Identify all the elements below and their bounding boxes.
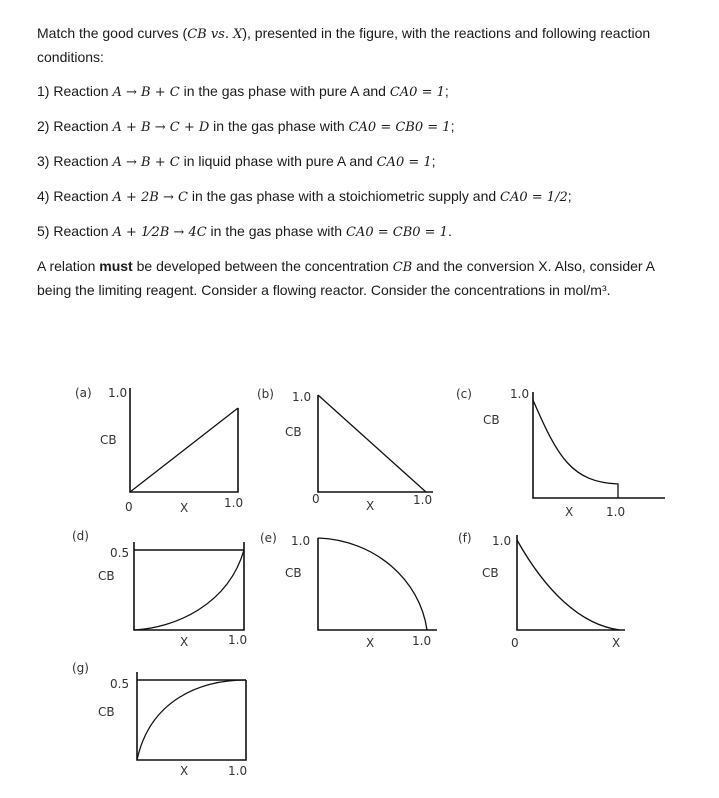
panel-g-y-tick: 0.5 (110, 677, 130, 691)
panel-g-label: (g) (72, 661, 89, 675)
panel-d-curve (134, 550, 244, 630)
panel-e-x-tick: 1.0 (412, 634, 432, 648)
panel-e-label: (e) (260, 531, 277, 545)
panel-d-x-label: X (180, 635, 189, 649)
reaction-5: 5) Reaction A + 1⁄2B → 4C in the gas phase with CA0 = CB0 = 1. (37, 223, 452, 240)
panel-g-x-label: X (180, 764, 189, 778)
panel-g-axes (137, 672, 246, 760)
panel-c (456, 387, 665, 519)
intro-math: CB vs. X (187, 27, 243, 42)
panel-a-origin: 0 (125, 500, 133, 514)
panel-d (72, 529, 247, 649)
panel-f-label: (f) (458, 531, 472, 545)
panel-a-axes (130, 388, 238, 492)
panel-e-y-label: CB (285, 566, 302, 580)
panel-b-label: (b) (257, 387, 274, 401)
panel-f-curve (517, 540, 620, 630)
panel-a-label: (a) (75, 386, 92, 400)
panel-c-y-label: CB (483, 413, 500, 427)
panel-d-label: (d) (72, 529, 89, 543)
panel-g-y-label: CB (98, 705, 115, 719)
panel-a-x-tick: 1.0 (224, 496, 244, 510)
panel-f-x-label: X (612, 636, 621, 650)
reaction-1: 1) Reaction A → B + C in the gas phase with pure A and CA0 = 1; (37, 83, 449, 100)
panel-e-axes (318, 538, 437, 630)
panel-b (257, 387, 433, 513)
instructions-note: A relation must be developed between the concentration CB and the conversion X. Also, consider A being the limiting reagent. Consider a flowing reactor. Consider the concentrations in mol/m³. (37, 258, 655, 298)
panel-b-y-label: CB (285, 425, 302, 439)
panel-g-curve (137, 680, 246, 760)
reaction-4: 4) Reaction A + 2B → C in the gas phase with a stoichiometric supply and CA0 = 1/2; (37, 188, 572, 205)
panel-c-curve (533, 400, 618, 498)
panel-a (75, 386, 243, 515)
panel-b-axes (318, 395, 433, 492)
emphasis-must: must (99, 258, 133, 274)
curves-figure (0, 370, 719, 798)
panel-e (260, 531, 437, 650)
panel-b-x-tick: 1.0 (413, 493, 433, 507)
panel-d-y-label: CB (98, 569, 115, 583)
panel-f-y-label: CB (482, 566, 499, 580)
panel-c-y-tick: 1.0 (510, 387, 530, 401)
panel-d-x-tick: 1.0 (228, 633, 248, 647)
curves-svg (0, 370, 719, 798)
panel-c-x-tick: 1.0 (606, 505, 626, 519)
panel-f-axes (517, 535, 625, 630)
panel-e-curve (318, 538, 427, 630)
panel-d-y-tick: 0.5 (110, 546, 130, 560)
panel-a-y-tick: 1.0 (108, 386, 128, 400)
panel-g (72, 661, 247, 778)
panel-a-x-label: X (180, 501, 189, 515)
panel-a-y-label: CB (100, 433, 117, 447)
panel-c-x-label: X (565, 505, 574, 519)
panel-f (458, 531, 625, 650)
intro-text-a: Match the good curves ( (37, 25, 188, 41)
reaction-2: 2) Reaction A + B → C + D in the gas phase with CA0 = CB0 = 1; (37, 118, 455, 135)
panel-a-curve (130, 408, 238, 492)
panel-b-curve (318, 395, 426, 492)
panel-g-x-tick: 1.0 (228, 764, 248, 778)
panel-f-y-tick: 1.0 (492, 534, 512, 548)
panel-e-y-tick: 1.0 (291, 534, 311, 548)
panel-e-x-label: X (366, 636, 375, 650)
intro-text-b: ), presented in the figure, with the reactions and following reaction conditions: (37, 25, 651, 65)
panel-b-origin: 0 (312, 492, 320, 506)
reaction-3: 3) Reaction A → B + C in liquid phase with pure A and CA0 = 1; (37, 153, 436, 170)
panel-c-label: (c) (456, 387, 472, 401)
panel-b-y-tick: 1.0 (292, 390, 312, 404)
panel-f-origin: 0 (511, 636, 519, 650)
question-text (37, 22, 687, 301)
question-intro (37, 22, 687, 68)
panel-b-x-label: X (366, 499, 375, 513)
panel-d-axes (134, 542, 244, 630)
